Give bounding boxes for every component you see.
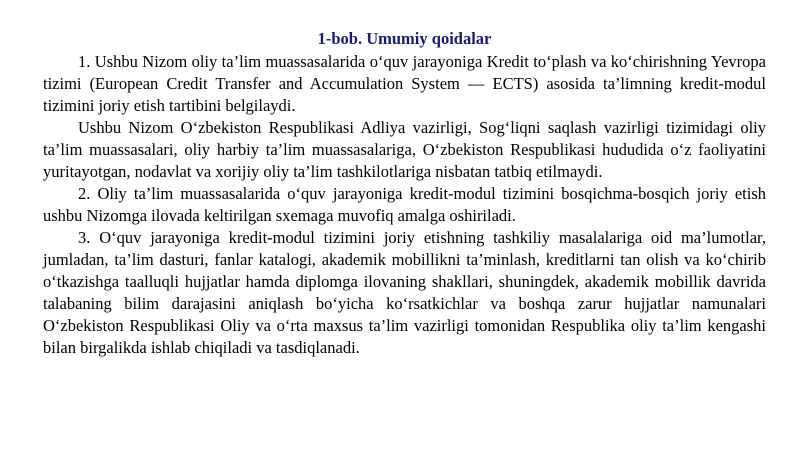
paragraph-4: 3. O‘quv jarayoniga kredit-modul tizimini joriy etishning tashkiliy masalalariga oid ma’lumotlar, jumladan, ta’lim dasturi, fanlar katalogi, akademik mobillikni ta’minlash, kreditlarni tan olish va ko‘chirib o‘tkazishga taalluqli hujjatlar hamda diplomga ilovaning shakllari, shuningdek, akademik mobillik davrida talabaning bilim darajasini aniqlash bo‘yicha ko‘rsatkichlar va boshqa zarur hujjatlar namunalari O‘zbekiston Respublikasi Oliy va o‘rta maxsus ta’lim vazirligi tomonidan Respublika oliy ta’lim kengashi bilan birgalikda ishlab chiqiladi va tasdiqlanadi.: [43, 228, 766, 357]
paragraph-1: 1. Ushbu Nizom oliy ta’lim muassasalarida o‘quv jarayoniga Kredit to‘plash va ko‘chirishning Yevropa tizimi (European Credit Transfer and Accumulation System — ECTS) asosida ta’limning kredit-modul tizimini joriy etish tartibini belgilaydi.: [43, 52, 766, 115]
paragraph-2: Ushbu Nizom O‘zbekiston Respublikasi Adliya vazirligi, Sog‘liqni saqlash vazirligi tizimidagi oliy ta’lim muassasalari, oliy harbiy ta’lim muassasalariga, O‘zbekiston Respublikasi hududida o‘z faoliyatini yuritayotgan, nodavlat va xorijiy oliy ta’lim tashkilotlariga nisbatan tatbiq etilmaydi.: [43, 118, 766, 181]
chapter-title: 1-bob. Umumiy qoidalar: [317, 29, 492, 48]
document-page: [43, 28, 766, 359]
paragraph-3: 2. Oliy ta’lim muassasalarida o‘quv jarayoniga kredit-modul tizimini bosqichma-bosqich joriy etish ushbu Nizomga ilovada keltirilgan sxemaga muvofiq amalga oshiriladi.: [43, 184, 766, 225]
